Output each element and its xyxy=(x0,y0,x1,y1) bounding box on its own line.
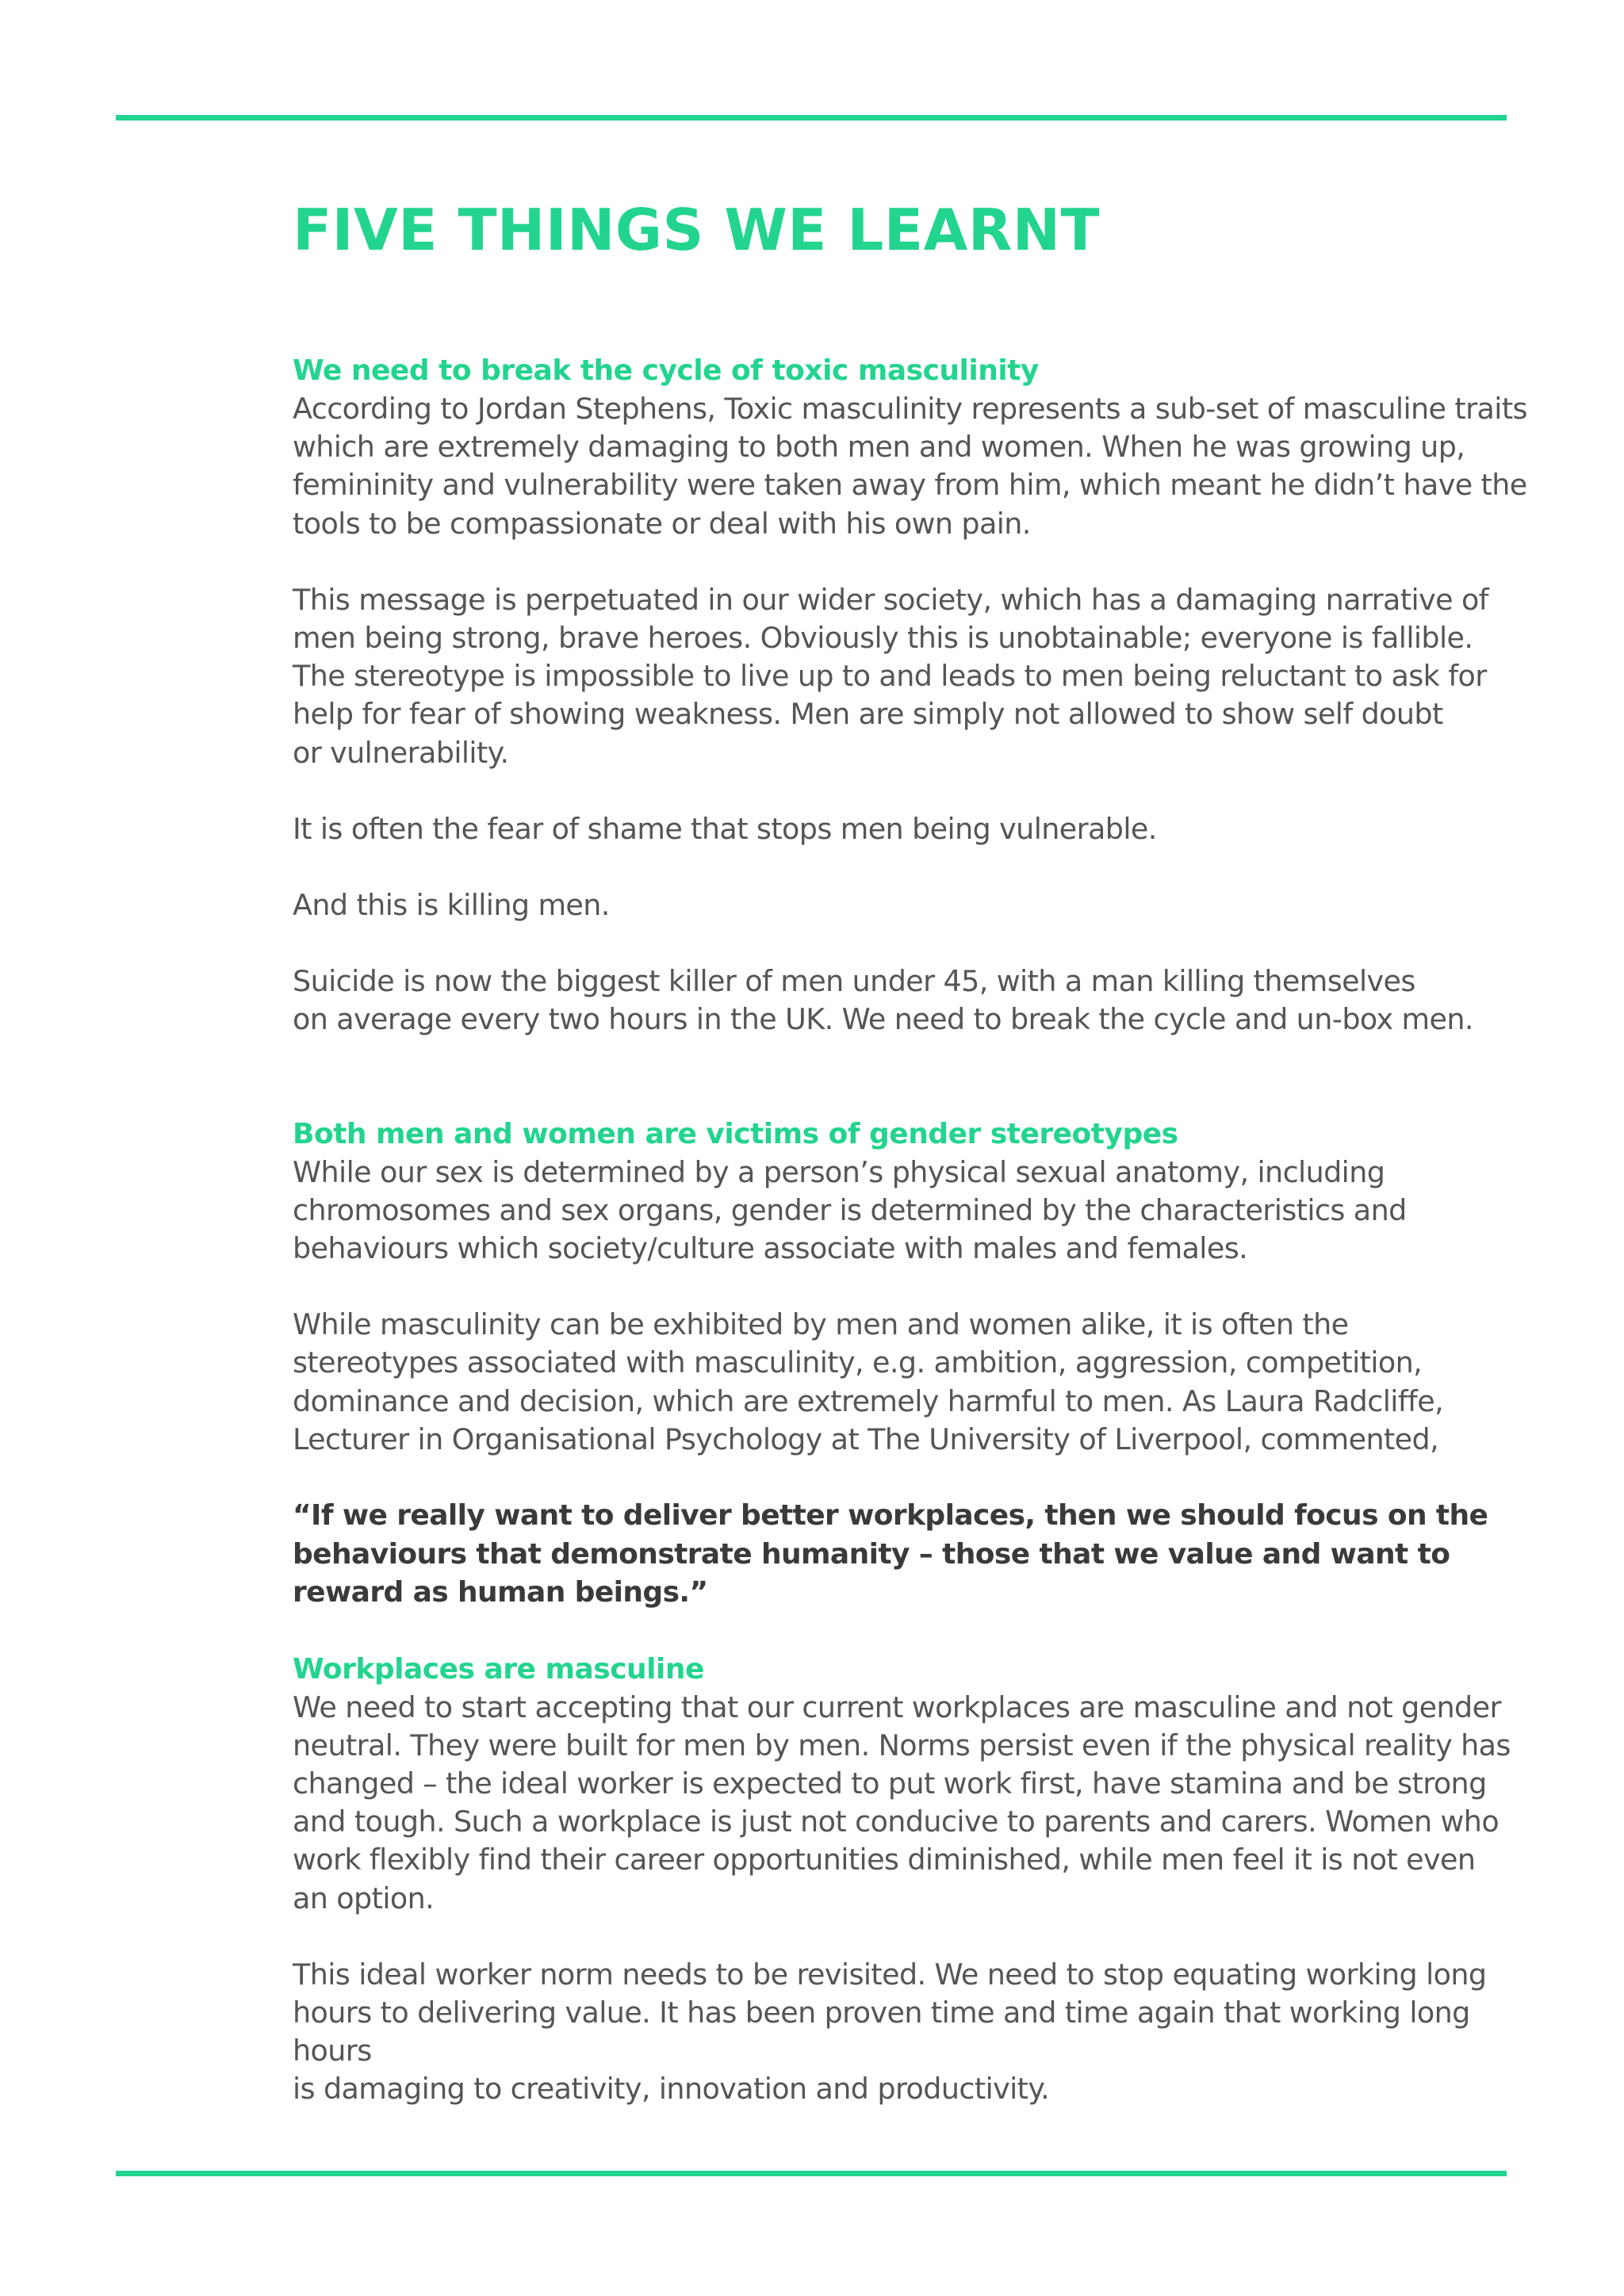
paragraph: This message is perpetuated in our wider society, which has a damaging narrative of men being strong, brave heroes. Obviously this is unobtainable; everyone is fallible. The stereotype is impossible to live up to and leads to men being reluctant to ask for help for fear of showing weakness. Men are simply not allowed to show self doubt or vulnerability. xyxy=(293,582,1488,770)
pull-quote: “If we really want to deliver better workplaces, then we should focus on the behaviours that demonstrate humanity – those that we value and want to reward as human beings.” xyxy=(293,1499,1488,1609)
bottom-divider xyxy=(116,2171,1507,2176)
paragraph: It is often the fear of shame that stops men being vulnerable. xyxy=(293,811,1157,846)
paragraph: This ideal worker norm needs to be revisited. We need to stop equating working long hours to delivering value. It has been proven time and time again that working long hours is damaging to creativity, innovation and productivity. xyxy=(293,1957,1487,2107)
section-heading: Workplaces are masculine xyxy=(293,1652,704,1686)
document-body xyxy=(293,193,1530,2109)
section-gender-stereotypes xyxy=(293,1115,1530,1613)
section-heading: We need to break the cycle of toxic masculinity xyxy=(293,354,1039,387)
section-heading: Both men and women are victims of gender stereotypes xyxy=(293,1117,1178,1150)
top-divider xyxy=(116,115,1507,121)
paragraph: While masculinity can be exhibited by men and women alike, it is often the stereotypes associated with masculinity, e.g. ambition, aggression, competition, dominance and decision, which are extremely harmful to men. As Laura Radcliffe, Lecturer in Organisational Psychology at The University of Liverpool, commented, xyxy=(293,1307,1444,1456)
paragraph: While our sex is determined by a person’s physical sexual anatomy, including chromosomes and sex organs, gender is determined by the characteristics and behaviours which society/culture associate with males and females. xyxy=(293,1154,1407,1266)
paragraph: We need to start accepting that our current workplaces are masculine and not gender neutral. They were built for men by men. Norms persist even if the physical reality has changed – the ideal worker is expected to put work first, have stamina and be strong and tough. Such a workplace is just not conducive to parents and carers. Women who work flexibly find their career opportunities diminished, while men feel it is not even an option. xyxy=(293,1689,1511,1915)
paragraph: Suicide is now the biggest killer of men under 45, with a man killing themselves on average every two hours in the UK. We need to break the cycle and un-box men. xyxy=(293,964,1473,1037)
page-title: FIVE THINGS WE LEARNT xyxy=(293,197,1101,263)
section-toxic-masculinity xyxy=(293,352,1530,1039)
paragraph: And this is killing men. xyxy=(293,888,610,923)
paragraph: According to Jordan Stephens, Toxic masculinity represents a sub-set of masculine traits which are extremely damaging to both men and women. When he was growing up, femininity and vulnerability were taken away from him, which meant he didn’t have the tools to be compassionate or deal with his own pain. xyxy=(293,392,1527,541)
section-workplaces-masculine xyxy=(293,1651,1530,2109)
